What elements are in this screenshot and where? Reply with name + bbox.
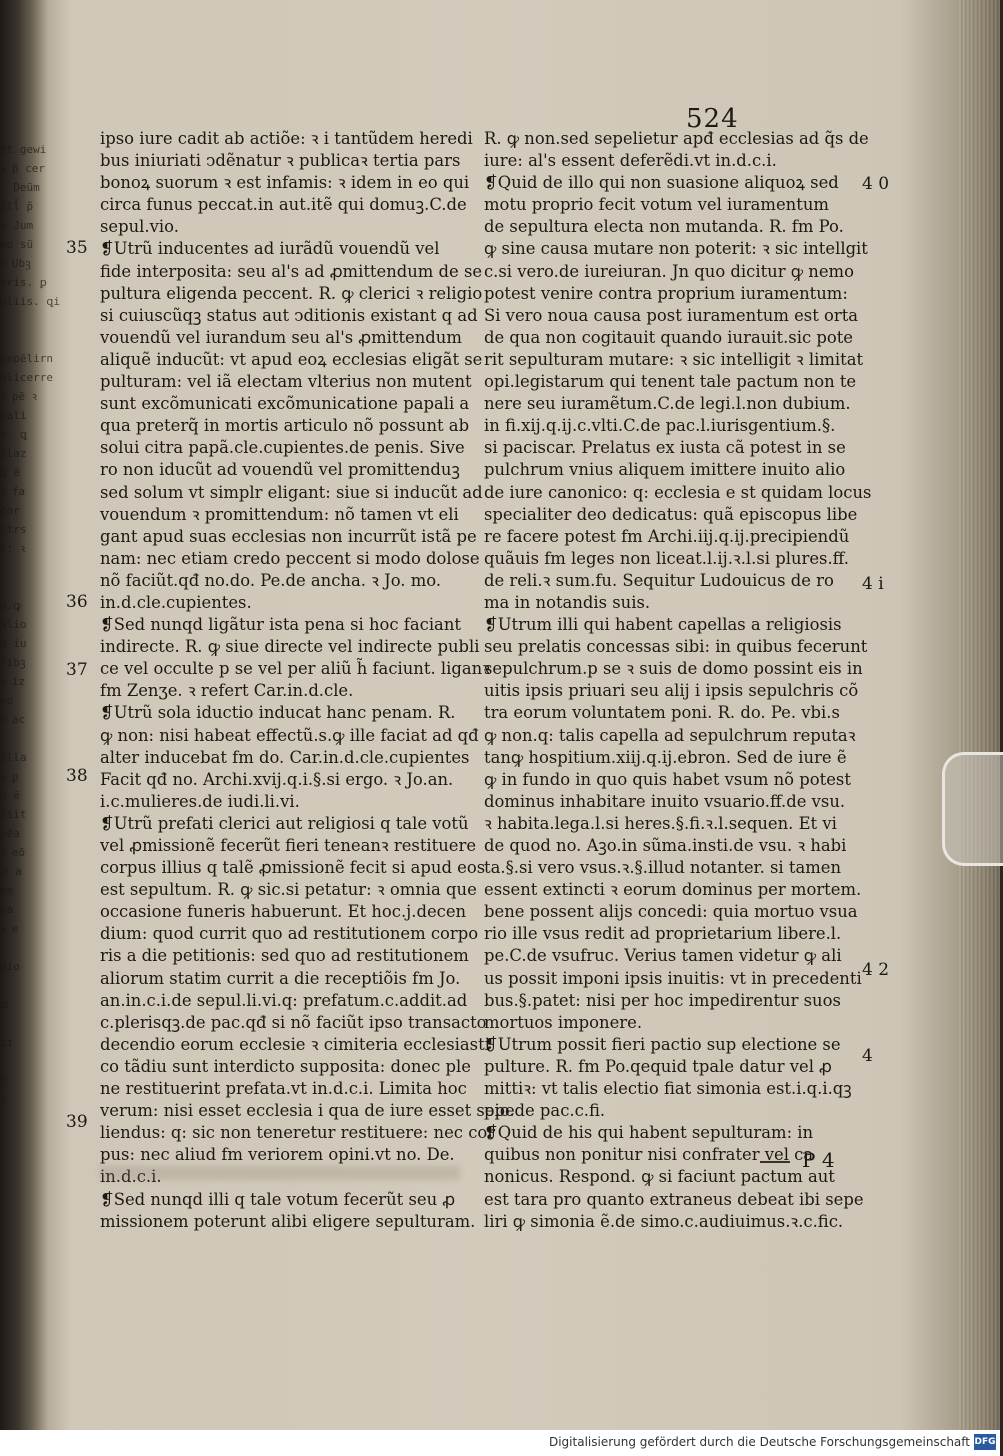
text-line: dominus inhabitare inuito vsuario.ff.de vsu. [484, 791, 846, 811]
text-line: bus.§.patet: nisi per hoc impedirentur suos [484, 990, 841, 1010]
text-line: seu prelatis concessas sibi: in quibus fecerunt [484, 637, 868, 657]
text-line: verum: nisi esset ecclesia i qua de iure esset sepe [100, 1101, 515, 1121]
text-line: sunt excõmunicati excõmunicatione papali a [100, 394, 470, 414]
text-line: de quod no. Aꝫo.in sũma.insti.de vsu. ꝛ habi [484, 836, 847, 855]
text-line: pulturam: vel iã electam vlterius non mutent [100, 372, 472, 392]
text-line: specialiter deo dedicatus: quã episcopus libe [484, 504, 858, 524]
text-line: in.d.cle.cupientes. [100, 592, 252, 612]
text-line: rio ille vsus redit ad proprietarium libere.l. [484, 924, 842, 944]
margin-number-37: 37 [66, 660, 88, 680]
text-line: dium: quod currit quo ad restitutionem corpo [100, 924, 479, 944]
text-line: uitis ipsis priuari seu alij i ipsis sepulchris cõ [484, 681, 859, 701]
text-line: ne restituerint prefata.vt in.d.c.i. Limita hoc [100, 1079, 467, 1099]
text-line: fide interposita: seu al's ad ꝓmittendum de se [100, 261, 483, 281]
text-line: c.si vero.de iureiuran. Jn quo dicitur ꝙ nemo [484, 261, 854, 281]
text-line: ce vel occulte p se vel per aliũ h̃ faciunt. liganꝛ [100, 659, 490, 679]
text-line: liri ꝙ simonia ẽ.de simo.c.audiuimus.ꝛ.c.fic. [484, 1211, 844, 1231]
text-line: pulture. R. fm Po.qequid tpale datur vel ꝓ [484, 1056, 832, 1076]
text-line: c.plerisqꝫ.de pac.qđ si nõ faciũt ipso transacto [100, 1012, 487, 1032]
text-line: co tãdiu sunt interdicto supposita: donec ple [100, 1056, 471, 1076]
text-line: corpus illius q talẽ ꝓmissionẽ fecit si apud eos [100, 858, 486, 878]
text-line: si paciscar. Prelatus ex iusta cã potest in se [484, 438, 846, 458]
text-line: solui citra papã.cle.cupientes.de penis. Sive [100, 438, 465, 458]
text-line: ꝙ non.q: talis capella ad sepulchrum reputaꝛ [484, 725, 856, 745]
text-line: ris a die petitionis: sed quo ad restitutionem [100, 946, 469, 966]
text-line: aliorum statim currit a die receptiõis fm Jo. [100, 968, 461, 988]
text-line: Si vero noua causa post iuramentum est orta [484, 305, 859, 325]
margin-number-43: 4 [862, 1046, 873, 1066]
text-line: ꝙ in fundo in quo quis habet vsum nõ potest [484, 769, 851, 789]
text-line: ❡Utrũ sola iductio inducat hanc penam. R. [100, 703, 456, 723]
text-line: nõ faciũt.qđ no.do. Pe.de ancha. ꝛ Jo. mo. [100, 570, 442, 590]
text-line: alter inducebat fm do. Car.in.d.cle.cupientes [100, 747, 470, 767]
text-line: essent extincti ꝛ eorum dominus per mortem. [484, 880, 862, 900]
text-line: ❡Quid de illo qui non suasione aliquoꝝ sed [484, 173, 839, 193]
text-line: quãuis fm leges non liceat.l.ij.ꝛ.l.si plures.ff. [484, 548, 849, 568]
text-line: pultura eligenda peccent. R. ꝙ clerici ꝛ religio [100, 283, 483, 303]
text-line: mittiꝛ: vt talis electio fiat simonia est.i.q.i.qꝫ [484, 1079, 852, 1099]
footer-bar [0, 1430, 1000, 1456]
text-line: bene possent alijs concedi: quia mortuo vsua [484, 902, 858, 922]
margin-number-40: 4 0 [862, 174, 890, 194]
facing-page-strip: ẽt gewi ꝛ p̃ cer · Deũm ill̃ p̃ s Jum mo sũ ꝛ Ubꝫ eris. ꝑ uliis. ꝗi sepẽlirn olicerre ꝛ pẽ ꝛ mali s. ꝗ ilaz ꝗ ẽ ꝛ fa cor ctrs l: ꝛ a.ꝙ alio d iu tibꝫ ꝛ iz no ꝛ ac illa ꝛ ꝑ o ẽ tiit oẽa ꝛ eõ ꝓ a ne ca ꝛ e pio ꝓ ci t j [0, 143, 60, 1106]
text-line: sepulchrum.p se ꝛ suis de domo possint eis in [484, 659, 863, 679]
text-line: quibus non ponitur nisi confrater vel ca [484, 1145, 814, 1165]
margin-number-41: 4 i [862, 574, 884, 594]
text-line: i.c.mulieres.de iudi.li.vi. [100, 791, 300, 811]
text-line: tra eorum voluntatem poni. R. do. Pe. vbi.s [484, 703, 840, 723]
text-line: decendio eorum ecclesie ꝛ cimiteria ecclesiasti [100, 1034, 490, 1054]
text-line: aliquẽ inducũt: vt apud eoꝝ ecclesias eligãt se [100, 349, 483, 369]
text-line: an.in.c.i.de sepul.li.vi.q: prefatum.c.addit.ad [100, 990, 468, 1010]
text-line: pio.de pac.c.fi. [484, 1101, 606, 1121]
text-line: nere seu iuramẽtum.C.de legi.l.non dubium. [484, 394, 851, 414]
left-text-column [100, 128, 515, 1233]
folio-number: 524 [686, 104, 739, 134]
text-line: indirecte. R. ꝙ siue directe vel indirecte publi [100, 637, 480, 657]
text-line: de iure canonico: q: ecclesia e st quidam locus [484, 482, 872, 502]
text-line: si cuiuscũqꝫ status aut ↄditionis existant q ad [100, 305, 478, 325]
text-line: pulchrum vnius aliquem imittere inuito alio [484, 460, 846, 480]
text-line: R. ꝙ non.sed sepelietur apđ ecclesias ad q̃s de [484, 129, 869, 148]
text-line: nam: nec etiam credo peccent si modo dolose [100, 548, 480, 568]
text-line: pus: nec aliud fm veriorem opini.vt no. De. [100, 1145, 455, 1165]
catchword [760, 1148, 835, 1172]
text-line: vouendũ vel iurandum seu al's ꝓmittendum [100, 327, 462, 347]
text-line: mortuos imponere. [484, 1012, 643, 1032]
text-line: qua preterq̃ in mortis articulo nõ possunt ab [100, 416, 470, 436]
text-line: fm Zenʒe. ꝛ refert Car.in.d.cle. [100, 681, 354, 701]
text-line: sed solum vt simplr eligant: siue si inducũt ad [100, 482, 483, 502]
text-line: ❡Utrum possit fieri pactio sup electione se [484, 1034, 841, 1054]
text-line: ❡Utrũ prefati clerici aut religiosi q tale votũ [100, 813, 469, 833]
text-line: iure: al's essent deferẽdi.vt in.d.c.i. [484, 151, 777, 171]
text-line: bonoꝝ suorum ꝛ est infamis: ꝛ idem in eo qui [100, 173, 470, 193]
text-line: ta.§.si vero vsus.ꝛ.§.illud notanter. si tamen [484, 858, 842, 878]
margin-number-42: 4 2 [862, 960, 890, 980]
catchword-text: P 4 [802, 1148, 835, 1172]
dfg-logo: DFG [974, 1434, 996, 1450]
text-line: ꝛ habita.lega.l.si heres.§.fi.ꝛ.l.sequen. Et vi [484, 813, 837, 833]
text-line: in.d.c.i. [100, 1167, 162, 1187]
page-clip-tab [942, 752, 1003, 866]
text-line: tanꝙ hospitium.xiij.q.ij.ebron. Sed de iure ẽ [484, 747, 847, 767]
text-line: ❡Sed nunqd illi q tale votum fecerũt seu ꝓ [100, 1189, 456, 1209]
text-line: motu proprio fecit votum vel iuramentum [484, 195, 829, 215]
text-line: opi.legistarum qui tenent tale pactum non te [484, 372, 857, 392]
page-edges [958, 0, 1000, 1430]
text-line: est sepultum. R. ꝙ sic.si petatur: ꝛ omnia que [100, 880, 477, 900]
text-line: ipso iure cadit ab actiõe: ꝛ i tantũdem heredi [100, 129, 473, 148]
text-line: re facere potest fm Archi.iij.q.ij.precipiendũ [484, 526, 850, 546]
text-line: de sepultura electa non mutanda. R. fm Po. [484, 217, 844, 237]
right-text-column [484, 128, 872, 1233]
text-line: in fi.xij.q.ij.c.vlti.C.de pac.l.iurisgentium.§. [484, 416, 836, 436]
text-line: rit sepulturam mutare: ꝛ sic intelligit ꝛ limitat [484, 349, 864, 369]
text-line: ❡Sed nunqd ligãtur ista pena si hoc faciant [100, 615, 461, 635]
footer-credit: Digitalisierung gefördert durch die Deutsche Forschungsgemeinschaft [548, 1435, 970, 1449]
text-line: vouendum ꝛ promittendum: nõ tamen vt eli [100, 504, 459, 524]
text-line: pe.C.de vsufruc. Verius tamen videtur ꝙ ali [484, 946, 842, 966]
margin-number-39: 39 [66, 1112, 88, 1132]
text-line: vel ꝓmissionẽ fecerũt fieri teneanꝛ restituere [100, 836, 477, 855]
text-line: ro non iducũt ad vouendũ vel promittenduꝫ [100, 460, 460, 480]
text-line: circa funus peccat.in aut.itẽ qui domuꝫ.C.de [100, 195, 467, 215]
text-line: ꝙ non: nisi habeat effectũ.s.ꝙ ille faciat ad qđ [100, 725, 479, 745]
margin-number-36: 36 [66, 592, 88, 612]
text-line: ❡Utrũ inducentes ad iurãdũ vouendũ vel [100, 239, 440, 259]
text-line: us possit imponi ipsis inuitis: vt in precedenti [484, 968, 862, 988]
text-line: gant apud suas ecclesias non incurrũt istã pe [100, 526, 477, 546]
text-line: ꝙ sine causa mutare non poterit: ꝛ sic intellgit [484, 239, 868, 259]
text-line: est tara pro quanto extraneus debeat ibi sepe [484, 1189, 864, 1209]
margin-number-38: 38 [66, 766, 88, 786]
text-line: nonicus. Respond. ꝙ si faciunt pactum aut [484, 1167, 835, 1187]
text-line: bus iniuriati ↄdẽnatur ꝛ publicaꝛ tertia pars [100, 151, 461, 171]
text-line: de reli.ꝛ sum.fu. Sequitur Ludouicus de ro [484, 570, 834, 590]
text-line: missionem poterunt alibi eligere sepulturam. [100, 1211, 476, 1231]
text-line: sepul.vio. [100, 217, 179, 237]
text-line: liendus: q: sic non teneretur restituere: nec cor [100, 1123, 496, 1143]
text-line: ma in notandis suis. [484, 592, 651, 612]
ink-smudge [100, 1166, 460, 1180]
text-line: de qua non cogitauit quando iurauit.sic pote [484, 327, 853, 347]
text-line: ❡Quid de his qui habent sepulturam: in [484, 1123, 814, 1143]
text-line: occasione funeris habuerunt. Et hoc.j.decen [100, 902, 467, 922]
margin-number-35: 35 [66, 238, 88, 258]
text-line: Facit qđ no. Archi.xvij.q.i.§.si ergo. ꝛ Jo.an. [100, 769, 454, 789]
text-line: ❡Utrum illi qui habent capellas a religiosis [484, 615, 842, 635]
text-line: potest venire contra proprium iuramentum: [484, 283, 848, 303]
catchword-dash [760, 1161, 790, 1163]
